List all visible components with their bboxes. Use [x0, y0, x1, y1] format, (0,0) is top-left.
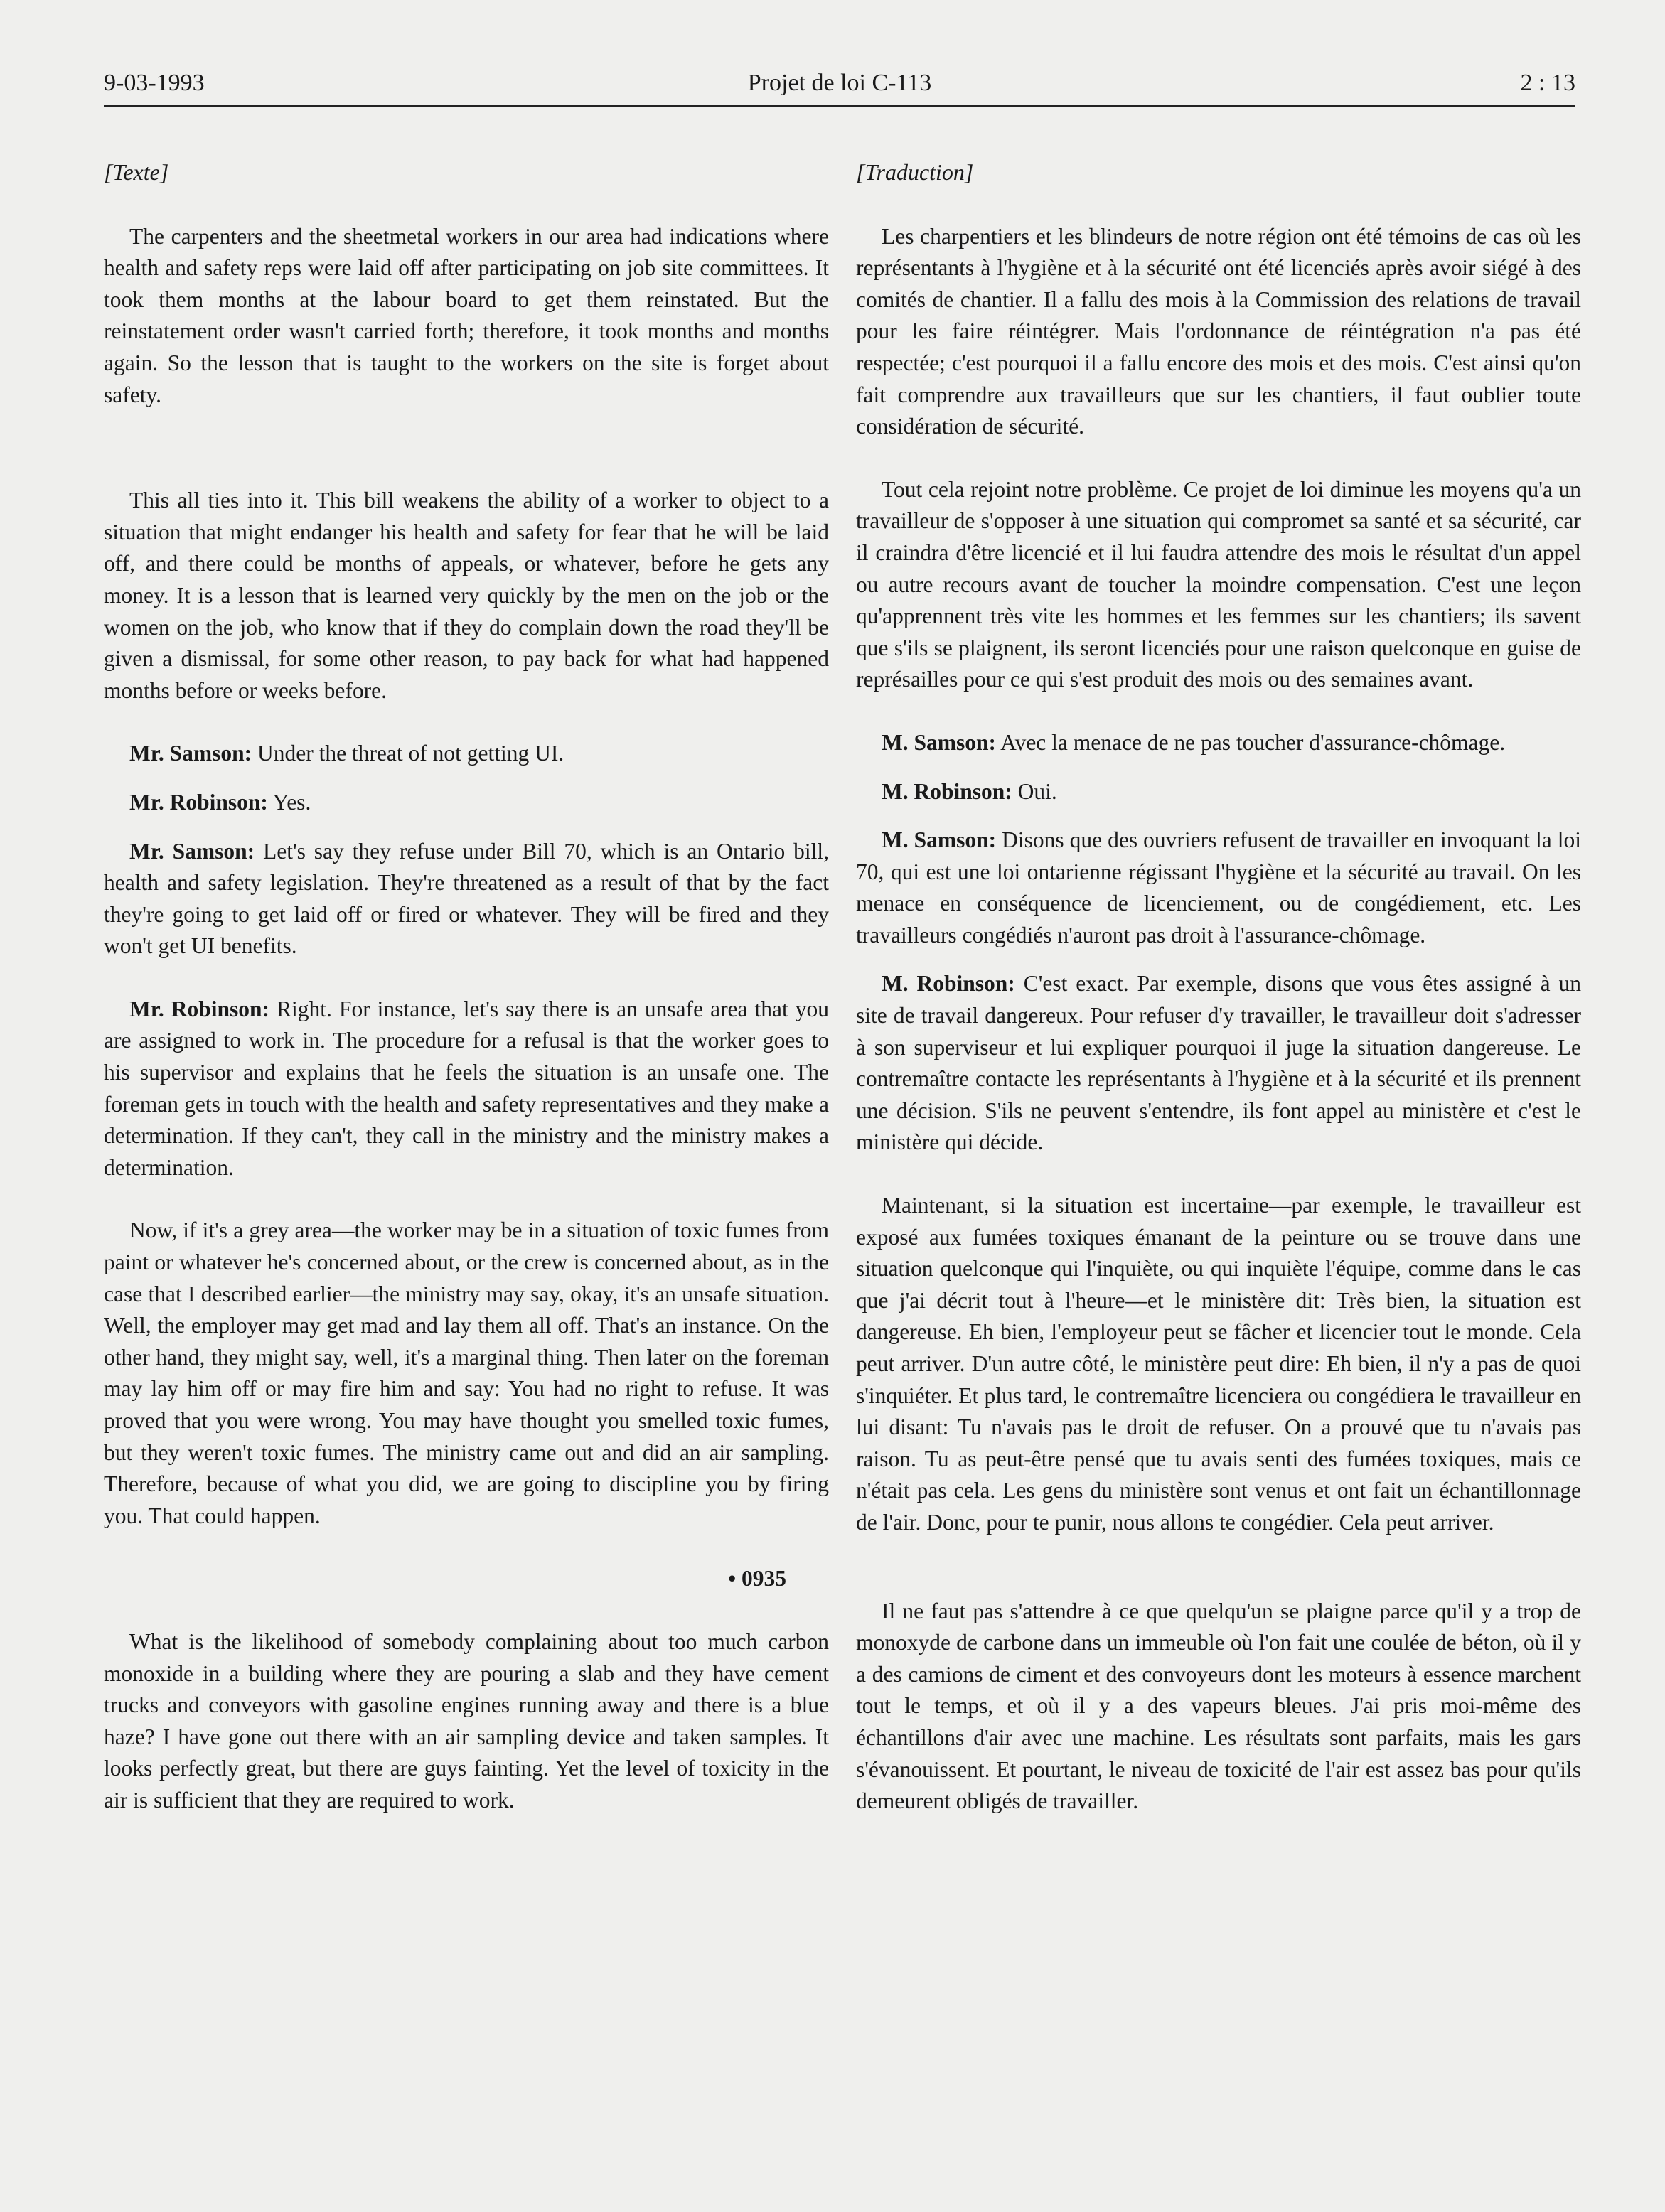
- page-header: [104, 63, 1575, 107]
- speech: [104, 836, 829, 962]
- speech: [104, 994, 829, 1184]
- speaker-name: Mr. Samson:: [129, 741, 252, 766]
- speaker-name: Mr. Robinson:: [129, 789, 268, 815]
- header-page-number: 2 : 13: [1520, 70, 1575, 96]
- paragraph: Tout cela rejoint notre problème. Ce projet de loi diminue les moyens qu'a un travailleur de s'opposer à une situation qui compromet sa santé et sa sécurité, car il craindra d'être licencié et il lui faudra attendre des mois le résultat d'un appel ou autre recours avant de toucher la moindre compensation. C'est une leçon qu'apprennent très vite les hommes et les femmes sur les chantiers; ils savent que s'ils se plaignent, ils seront licenciés pour une raison quelconque en guise de représailles pour ce qui s'est produit des mois ou des semaines avant.: [856, 476, 1581, 692]
- speech-text: Disons que des ouvriers refusent de travailler en invoquant la loi 70, qui est une loi ontarienne régissant l'hygiène et la sécurité au travail. On les menace en conséquence de licenciement, ou de congédiement, etc. Les travailleurs congédiés n'auront pas droit à l'assurance-chômage.: [856, 827, 1581, 947]
- speaker-name: M. Samson:: [882, 729, 997, 755]
- speaker-name: M. Samson:: [882, 827, 997, 853]
- speech: [104, 738, 829, 770]
- speech-text: C'est exact. Par exemple, disons que vous êtes assigné à un site de travail dangereux. Pour refuser d'y travailler, le travailleur doit s'adresser à son superviseur et lui expliquer pourquoi il juge la situation dangereuse. Le contremaître contacte les représentants à l'hygiène et à la sécurité et ils prennent une décision. S'ils ne peuvent s'entendre, ils font appel au ministère et c'est le ministère qui décide.: [856, 971, 1581, 1155]
- speech: [856, 776, 1581, 808]
- speech-text: Yes.: [272, 789, 311, 815]
- paragraph: Il ne faut pas s'attendre à ce que quelqu'un se plaigne parce qu'il y a trop de monoxyde de carbone dans un immeuble où l'on fait une coulée de béton, où il y a des camions de ciment et des convoyeurs dont les moteurs à essence marchent tout le temps, et où il y a des vapeurs bleues. J'ai pris moi-même des échantillons d'air avec une machine. Les résultats sont parfaits, mais les gars s'évanouissent. Et pourtant, le niveau de toxicité de l'air est assez bas pour qu'ils demeurent obligés de travailler.: [856, 1598, 1581, 1814]
- column-label: [Texte]: [104, 159, 169, 185]
- paragraph: The carpenters and the sheetmetal workers in our area had indications where health and safety reps were laid off after participating on job site committees. It took them months at the labour board to get them reinstated. But the reinstatement order wasn't carried forth; therefore, it took months and months again. So the lesson that is taught to the workers on the site is forget about safety.: [104, 223, 829, 407]
- header-date: 9-03-1993: [104, 70, 205, 96]
- english-column: [104, 156, 829, 1848]
- paragraph: Maintenant, si la situation est incertaine—par exemple, le travailleur est exposé aux fumées toxiques émanant de la peinture ou se trouve dans une situation quelconque qui l'inquiète, ou qui inquiète l'équipe, comme dans le cas que j'ai décrit tout à l'heure—et le ministère dit: Très bien, la situation est dangereuse. Eh bien, l'employeur peut se fâcher et licencier tout le monde. Cela peut arriver. D'un autre côté, le ministère peut dire: Eh bien, il n'y a pas de quoi s'inquiéter. Et plus tard, le contremaître licenciera ou congédiera le travailleur en lui disant: Tu n'avais pas le droit de refuser. On a prouvé que tu n'avais pas raison. Tu as peut-être pensé que tu avais senti des fumées toxiques, mais ce n'était pas cela. Les gens du ministère sont venus et ont fait un échantillonnage de l'air. Donc, pour te punir, nous allons te congédier. Cela peut arriver.: [856, 1193, 1581, 1535]
- speech: [104, 787, 829, 819]
- french-column: [856, 156, 1581, 1849]
- speech-text: Right. For instance, let's say there is an unsafe area that you are assigned to work in. The procedure for a refusal is that the worker goes to his supervisor and explains that he feels the situation is an unsafe one. The foreman gets in touch with the health and safety representatives and they make a determination. If they can't, they call in the ministry and the ministry makes a determination.: [104, 996, 830, 1180]
- speaker-name: Mr. Samson:: [129, 838, 255, 864]
- speaker-name: M. Robinson:: [882, 778, 1012, 804]
- speech-text: Avec la menace de ne pas toucher d'assurance-chômage.: [1000, 729, 1506, 755]
- speech: [856, 968, 1581, 1159]
- time-marker: • 0935: [728, 1566, 786, 1591]
- speech: [856, 727, 1581, 759]
- speaker-name: Mr. Robinson:: [129, 996, 270, 1021]
- speech-text: Let's say they refuse under Bill 70, which is an Ontario bill, health and safety legislation. They're threatened as a result of that by the fact they're going to get laid off or fired or whatever. They will be fired and they won't get UI benefits.: [104, 838, 829, 959]
- header-title: Projet de loi C-113: [747, 70, 932, 96]
- paragraph: Now, if it's a grey area—the worker may be in a situation of toxic fumes from paint or whatever he's concerned about, or the crew is concerned about, as in the case that I described earlier—the ministry may say, okay, it's an unsafe situation. Well, the employer may get mad and lay them all off. That's an instance. On the other hand, they might say, well, it's a marginal thing. Then later on the foreman may lay him off or may fire him and say: You had no right to refuse. It was proved that you were wrong. You may have thought you smelled toxic fumes, but they weren't toxic fumes. The ministry came out and did an air sampling. Therefore, because of what you did, we are going to discipline you by firing you. That could happen.: [104, 1218, 829, 1528]
- speaker-name: M. Robinson:: [882, 971, 1015, 997]
- paragraph: What is the likelihood of somebody complaining about too much carbon monoxide in a building where they are pouring a slab and they have cement trucks and conveyors with gasoline engines running away and there is a blue haze? I have gone out there with an air sampling device and taken samples. It looks perfectly great, but there are guys fainting. Yet the level of toxicity in the air is sufficient that they are required to work.: [104, 1628, 829, 1813]
- column-label: [Traduction]: [856, 159, 974, 185]
- paragraph: This all ties into it. This bill weakens the ability of a worker to object to a situation that might endanger his health and safety for fear that he will be laid off, and there could be months of appeals, or whatever, before he gets any money. It is a lesson that is learned very quickly by the men on the job or the women on the job, who know that if they do complain down the road they'll be given a dismissal, for some other reason, to pay back for what had happened months before or weeks before.: [104, 488, 829, 703]
- speech-text: Under the threat of not getting UI.: [257, 741, 564, 766]
- paragraph: Les charpentiers et les blindeurs de notre région ont été témoins de cas où les représentants à l'hygiène et à la sécurité ont été licenciés après avoir siégé à des comités de chantier. Il a fallu des mois à la Commission des relations de travail pour les faire réintégrer. Mais l'ordonnance de réintégration n'a pas été respectée; c'est pourquoi il a fallu encore des mois et des mois. C'est ainsi qu'on fait comprendre aux travailleurs que sur les chantiers, il faut oublier toute considération de sécurité.: [856, 223, 1581, 439]
- speech: [856, 825, 1581, 951]
- speech-text: Oui.: [1017, 778, 1057, 804]
